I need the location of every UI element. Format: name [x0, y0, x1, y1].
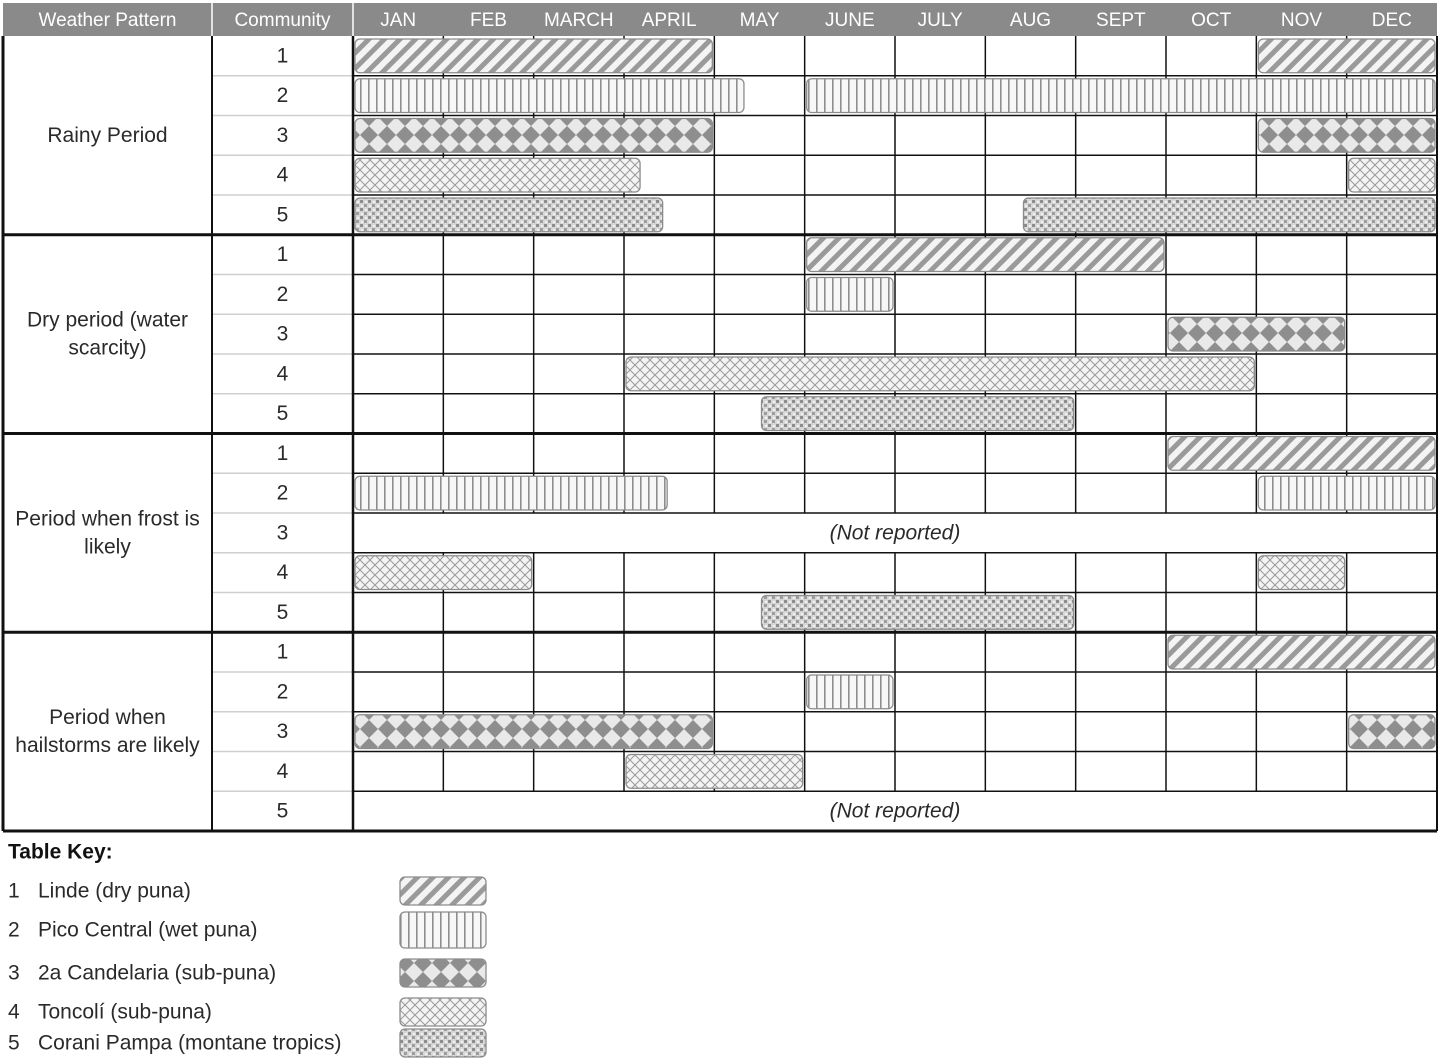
community-number: 4	[276, 163, 289, 187]
legend-label: Pico Central (wet puna)	[38, 918, 258, 942]
pattern-label: Dry period (water	[26, 308, 189, 332]
legend-number: 4	[8, 1000, 20, 1024]
period-bar-community-1	[355, 39, 712, 73]
legend-swatch-diamonds	[400, 959, 486, 987]
legend-swatch-vertical-stripes	[400, 912, 486, 948]
community-number: 2	[276, 680, 289, 704]
period-bar-community-2	[807, 278, 893, 312]
community-number: 4	[276, 561, 289, 585]
community-number: 4	[276, 759, 289, 783]
community-number: 5	[276, 402, 289, 426]
weather-pattern-header: Weather Pattern	[38, 10, 177, 31]
community-number: 3	[276, 720, 289, 744]
month-header-dec: DEC	[1371, 10, 1412, 31]
community-number: 5	[276, 600, 289, 624]
community-number: 1	[276, 640, 289, 664]
period-bar-community-2	[1258, 476, 1435, 510]
legend-number: 2	[8, 918, 20, 942]
period-bar-community-1	[1168, 635, 1435, 669]
period-bar-community-1	[807, 238, 1164, 272]
month-header-feb: FEB	[470, 10, 507, 31]
period-bar-community-2	[355, 79, 744, 113]
period-bar-community-4	[355, 556, 532, 590]
legend-label: Corani Pampa (montane tropics)	[38, 1031, 342, 1055]
community-number: 1	[276, 441, 289, 465]
not-reported-label: (Not reported)	[829, 521, 961, 545]
month-header-nov: NOV	[1280, 10, 1323, 31]
period-bar-community-4	[626, 357, 1254, 391]
legend-swatch-crosshatch	[400, 998, 486, 1026]
period-bar-community-2	[355, 476, 667, 510]
legend-swatch-speckle	[400, 1029, 486, 1057]
period-bar-community-4	[1258, 556, 1344, 590]
month-header-june: JUNE	[825, 10, 875, 31]
period-bar-community-5	[355, 198, 663, 232]
period-bar-community-4	[355, 158, 640, 192]
legend-swatch-diagonal-stripes	[400, 877, 486, 905]
month-header-april: APRIL	[641, 10, 697, 31]
community-number: 3	[276, 521, 289, 545]
period-bar-community-5	[762, 397, 1074, 431]
month-header-jan: JAN	[380, 10, 417, 31]
pattern-label: hailstorms are likely	[15, 734, 200, 758]
period-bar-community-2	[807, 675, 893, 709]
period-bar-community-4	[1349, 158, 1435, 192]
pattern-label: likely	[84, 535, 131, 559]
period-bar-community-5	[1023, 198, 1435, 232]
community-number: 2	[276, 282, 289, 306]
community-number: 1	[276, 243, 289, 267]
legend-title: Table Key:	[8, 840, 113, 864]
community-number: 5	[276, 799, 289, 823]
community-number: 5	[276, 203, 289, 227]
period-bar-community-3	[1168, 317, 1345, 351]
period-bar-community-4	[626, 755, 803, 789]
period-bar-community-1	[1168, 437, 1435, 471]
legend-number: 5	[8, 1031, 20, 1055]
month-header-oct: OCT	[1191, 10, 1232, 31]
period-bar-community-5	[762, 596, 1074, 630]
community-number: 3	[276, 322, 289, 346]
month-header-sept: SEPT	[1096, 10, 1146, 31]
period-bar-community-2	[807, 79, 1435, 113]
period-bar-community-3	[1349, 715, 1435, 749]
month-header-march: MARCH	[543, 10, 614, 31]
month-header-july: JULY	[917, 10, 963, 31]
community-number: 4	[276, 362, 289, 386]
period-bar-community-3	[355, 119, 712, 153]
period-bar-community-3	[1258, 119, 1435, 153]
community-number: 1	[276, 44, 289, 68]
pattern-label: Rainy Period	[47, 123, 168, 147]
legend-number: 3	[8, 961, 20, 985]
legend-number: 1	[8, 879, 20, 903]
community-number: 2	[276, 481, 289, 505]
community-header: Community	[234, 10, 331, 31]
legend-label: Linde (dry puna)	[38, 879, 191, 903]
community-number: 2	[276, 84, 289, 108]
legend-label: Toncolí (sub-puna)	[38, 1000, 212, 1024]
month-header-aug: AUG	[1009, 10, 1052, 31]
pattern-label: Period when	[49, 706, 166, 730]
pattern-label: Period when frost is	[15, 507, 200, 531]
period-bar-community-3	[355, 715, 712, 749]
period-bar-community-1	[1258, 39, 1435, 73]
community-number: 3	[276, 123, 289, 147]
legend-label: 2a Candelaria (sub-puna)	[38, 961, 277, 985]
pattern-label: scarcity)	[68, 336, 147, 360]
not-reported-label: (Not reported)	[829, 799, 961, 823]
month-header-may: MAY	[739, 10, 780, 31]
